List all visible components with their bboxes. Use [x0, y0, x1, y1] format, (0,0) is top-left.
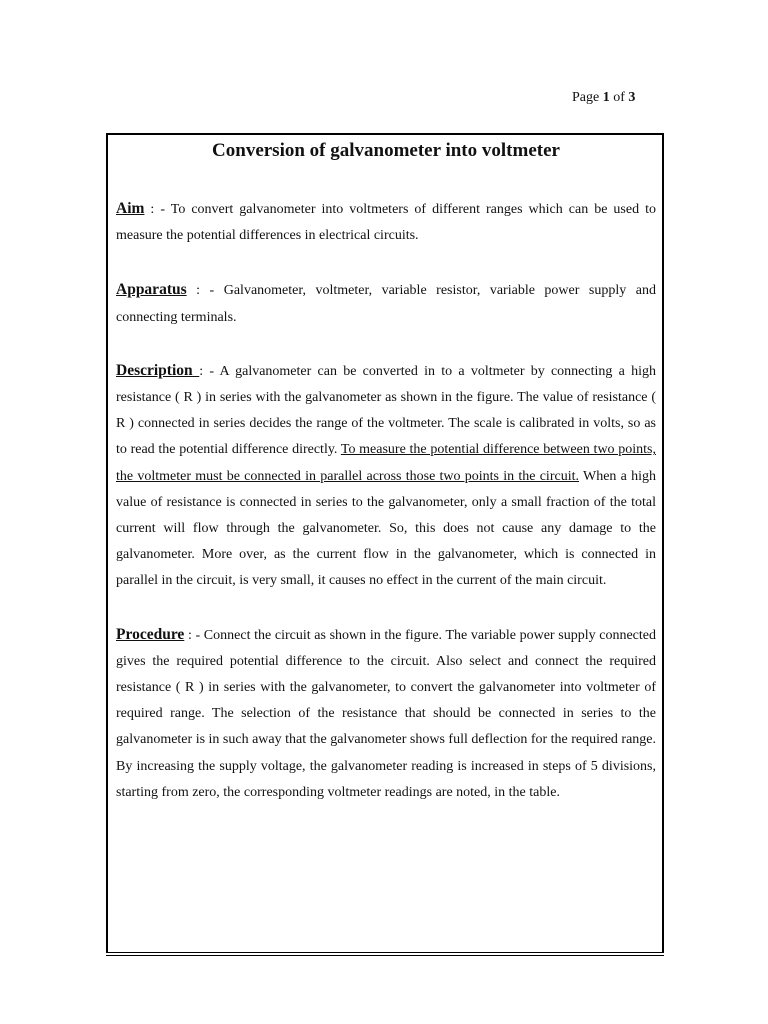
- description-section: [116, 358, 656, 595]
- page-label: Page: [572, 90, 600, 105]
- description-text-1: : - A galvanometer can be converted in to a voltmeter by connecting a high resistance ( R ) in series with the galvanometer as shown in the figure. The value of resistance ( R ) connected in series decides the range of the voltmeter. The scale is calibrated in volts, so as to read the potential difference directly.: [116, 363, 656, 458]
- page-title: Conversion of galvanometer into voltmeter: [212, 140, 560, 161]
- apparatus-heading: Apparatus: [116, 281, 187, 299]
- frame-bottom-rule: [106, 952, 664, 956]
- procedure-text: : - Connect the circuit as shown in the figure. The variable power supply connected gives the required potential difference to the circuit. Also select and connect the required resistance ( R ) in series with the galvanometer, to convert the galvanometer into voltmeter of required range. The selection of the resistance that should be connected in series to the galvanometer is in such away that the galvanometer shows full deflection for the required range. By increasing the supply voltage, the galvanometer reading is increased in steps of 5 divisions, starting from zero, the corresponding voltmeter readings are noted, in the table.: [116, 627, 656, 800]
- document-content: [116, 139, 656, 806]
- apparatus-section: [116, 277, 656, 330]
- page-number: [572, 90, 635, 106]
- description-text-2: When a high value of resistance is connected in series to the galvanometer, only a small fraction of the total current will flow through the galvanometer. So, this does not cause any damage to the galvanometer. More over, as the current flow in the galvanometer, which is connected in parallel in the circuit, is very small, it causes no effect in the current of the main circuit.: [116, 468, 656, 589]
- description-underlined-text: To measure the potential difference between two points, the voltmeter must be connected in parallel across those two points in the circuit.: [116, 442, 656, 484]
- aim-heading: Aim: [116, 200, 145, 217]
- document-frame: [106, 133, 664, 953]
- aim-section: [116, 196, 656, 249]
- aim-text: : - To convert galvanometer into voltmeters of different ranges which can be used to measure the potential differences in electrical circuits.: [116, 202, 656, 244]
- procedure-section: [116, 622, 656, 806]
- description-heading: Description: [116, 361, 200, 379]
- apparatus-text: : - Galvanometer, voltmeter, variable resistor, variable power supply and connecting terminals.: [116, 283, 656, 325]
- page-total: 3: [628, 90, 636, 105]
- procedure-heading: Procedure: [116, 625, 185, 643]
- page-separator: of: [613, 90, 625, 105]
- page-current: 1: [602, 90, 610, 105]
